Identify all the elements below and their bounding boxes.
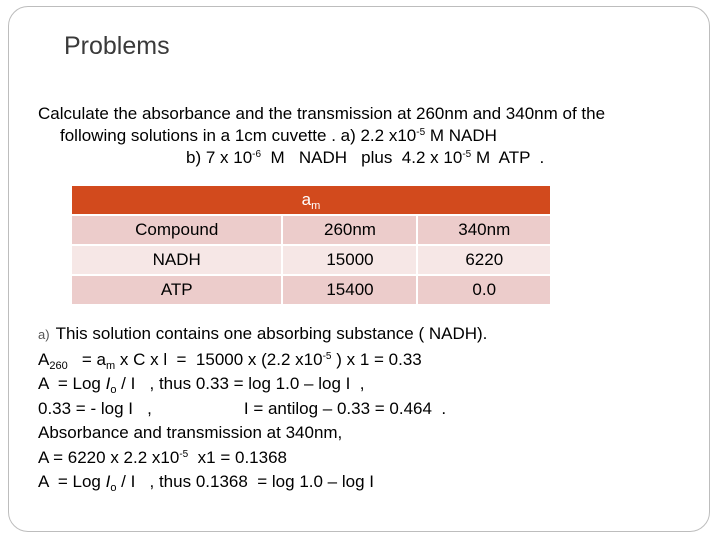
solution-line-1: a) This solution contains one absorbing substance ( NADH).: [38, 324, 488, 343]
table-row: [72, 245, 550, 275]
solution-text: [38, 322, 487, 495]
slide-title: Problems: [64, 32, 170, 60]
table-row: [72, 275, 550, 305]
solution-line-3: A = Log $I_o$ / I , thus 0.33 = log 1.0 – log I ,: [38, 374, 365, 396]
table-cell: 0.0: [417, 275, 550, 305]
table-cell: 15400: [282, 275, 417, 305]
column-header-340nm: 340nm: [417, 215, 550, 245]
table-header-row: [72, 186, 550, 215]
list-marker: a): [38, 327, 50, 342]
solution-line-7: A = Log $I_o$ / I , thus 0.1368 = log 1.0 – log I: [38, 472, 374, 494]
solution-line-5: Absorbance and transmission at 340nm,: [38, 423, 343, 442]
solution-line-2: $A_{260} = a_m$ x C x l = 15000 x (2.2 $x10^{-5}$ ) x 1 = 0.33: [38, 349, 422, 372]
solution-line-4: 0.33 = - log I , I = antilog – 0.33 = 0.464 .: [38, 398, 447, 418]
table-cell: 15000: [282, 245, 417, 275]
column-header-compound: Compound: [72, 215, 282, 245]
column-header-260nm: 260nm: [282, 215, 417, 245]
solution-line-6: A = 6220 x 2.2 $x10^{-5}$ x1 = 0.1368: [38, 447, 287, 467]
table-cell: NADH: [72, 245, 282, 275]
absorptivity-table: [72, 186, 550, 306]
problem-statement: [38, 103, 605, 169]
problem-line-1: Calculate the absorbance and the transmission at 260nm and 340nm of the: [38, 104, 606, 123]
problem-line-2: following solutions in a 1cm cuvette . a) 2.2 $x10^{-5}$ M NADH: [60, 126, 497, 145]
problem-line-3: b) 7 x $10^{-6}$ M NADH plus 4.2 x $10^{-5}$ M ATP .: [186, 148, 545, 167]
table-cell: 6220: [417, 245, 550, 275]
table-cell: ATP: [72, 275, 282, 305]
table-header-cell: $a_m$: [72, 186, 550, 215]
table-column-row: [72, 215, 550, 245]
